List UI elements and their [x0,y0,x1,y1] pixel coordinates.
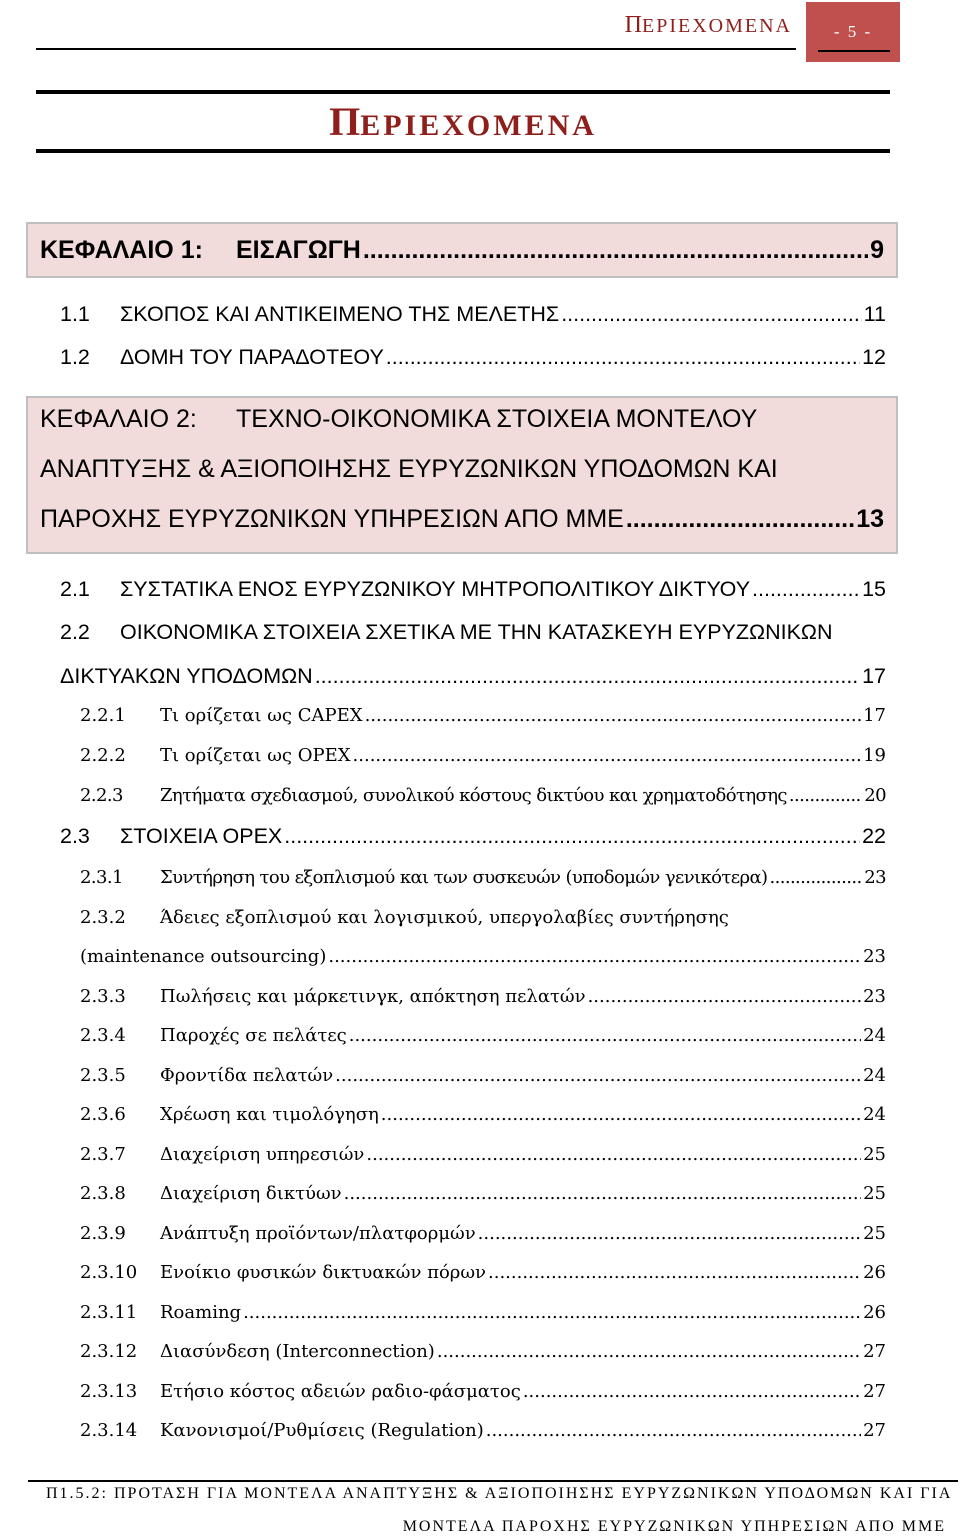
dot-leader [478,1221,861,1247]
dot-leader [365,703,862,729]
section-title-line-2: ΔΙΚΤΥΑΚΩΝ ΥΠΟΔΟΜΩΝ [60,664,313,688]
toc-entry-2-3-7[interactable] [80,1142,886,1168]
dot-leader [328,944,861,970]
toc-entry-2-3-8[interactable] [80,1181,886,1207]
subsection-title: Τι ορίζεται ως OPEX [160,745,351,766]
section-title: ΣΤΟΙΧΕΙΑ OPEX [120,824,283,848]
chapter-title-line-3: ΠΑΡΟΧΗΣ ΕΥΡΥΖΩΝΙΚΩΝ ΥΠΗΡΕΣΙΩΝ ΑΠΟ ΜΜΕ [40,505,624,533]
dot-leader [335,1063,861,1089]
subsection-title: Κανονισμοί/Ρυθμίσεις (Regulation) [160,1420,484,1441]
page-title-cap: Π [329,99,361,144]
dot-leader [486,1418,861,1444]
page-ref: 13 [856,505,884,533]
page-ref: 27 [863,1381,886,1402]
subsection-title: Διασύνδεση (Interconnection) [160,1341,435,1362]
page-ref: 20 [864,785,886,806]
toc-entry-2-3-9[interactable] [80,1221,886,1247]
page-ref: 23 [863,986,886,1007]
dot-leader [769,865,862,891]
dot-leader [315,662,860,690]
toc-entry-2-3-2-line-1[interactable] [80,905,886,931]
page-ref: 11 [863,302,886,326]
chapter-label: ΚΕΦΑΛΑΙΟ 2: [40,405,197,433]
dot-leader [243,1300,861,1326]
section-title: ΣΥΣΤΑΤΙΚΑ ΕΝΟΣ ΕΥΡΥΖΩΝΙΚΟΥ ΜΗΤΡΟΠΟΛΙΤΙΚΟΥ ΔΙΚΤΥΟΥ [120,577,751,601]
section-title: ΣΚΟΠΟΣ ΚΑΙ ΑΝΤΙΚΕΙΜΕΝΟ ΤΗΣ ΜΕΛΕΤΗΣ [120,302,560,326]
dot-leader [626,504,854,534]
running-header-title [560,12,792,39]
page-number-box [806,2,900,62]
section-title: ΔΟΜΗ ΤΟΥ ΠΑΡΑΔΟΤΕΟΥ [120,345,384,369]
subsection-number: 2.3.8 [80,1183,126,1204]
page-ref: 23 [863,946,886,967]
header-rule [36,48,796,50]
section-number: 1.1 [60,302,90,326]
subsection-title: Πωλήσεις και μάρκετινγκ, απόκτηση πελατών [160,986,586,1007]
toc-chapter-2[interactable] [26,396,898,554]
subsection-title: Ζητήματα σχεδιασμού, συνολικού κόστους δικτύου και χρηματοδότησης [160,785,787,806]
heading-rule-top [36,90,890,94]
dot-leader [561,300,861,328]
subsection-number: 2.3.13 [80,1381,138,1402]
dot-leader [363,235,868,265]
toc-entry-2-1[interactable] [60,575,886,603]
subsection-number: 2.3.10 [80,1262,138,1283]
toc-entry-2-2-2[interactable] [80,743,886,769]
dot-leader [523,1379,861,1405]
page-number-rule [818,50,890,52]
page-ref: 24 [863,1065,886,1086]
dot-leader [381,1102,861,1128]
page-ref: 24 [863,1104,886,1125]
section-number: 2.1 [60,577,90,601]
section-title-line-1: ΟΙΚΟΝΟΜΙΚΑ ΣΤΟΙΧΕΙΑ ΣΧΕΤΙΚΑ ΜΕ ΤΗΝ ΚΑΤΑΣΚΕΥΗ ΕΥΡΥΖΩΝΙΚΩΝ [120,620,833,644]
subsection-title: Ετήσιο κόστος αδειών ραδιο-φάσματος [160,1381,521,1402]
toc-entry-2-2-line-1[interactable] [60,618,886,646]
subsection-title: Χρέωση και τιμολόγηση [160,1104,379,1125]
subsection-title-line-1: Άδειες εξοπλισμού και λογισμικού, υπεργολαβίες συντήρησης [160,907,729,928]
toc-entry-2-3-12[interactable] [80,1339,886,1365]
toc-entry-1-2[interactable] [60,343,886,371]
page-ref: 17 [863,705,886,726]
page-ref: 24 [863,1025,886,1046]
page-title [36,98,890,150]
subsection-number: 2.2.1 [80,705,126,726]
page-ref: 15 [862,577,886,601]
toc-entry-2-3-14[interactable] [80,1418,886,1444]
section-number: 2.3 [60,824,90,848]
page-ref: 25 [863,1223,886,1244]
toc-entry-2-3-10[interactable] [80,1260,886,1286]
subsection-number: 2.2.3 [80,785,123,806]
subsection-title-line-2: (maintenance outsourcing) [80,946,327,967]
page-ref: 23 [864,867,886,888]
toc-entry-2-3-2-line-2[interactable] [80,944,886,970]
subsection-title: Τι ορίζεται ως CAPEX [160,705,363,726]
page-title-rest: ΕΡΙΕΧΟΜΕΝΑ [360,109,597,142]
dot-leader [284,822,860,850]
toc-entry-2-2-line-2[interactable] [60,662,886,690]
dot-leader [789,783,862,809]
toc-chapter-1-line[interactable] [40,235,884,265]
running-header-rest: ΕΡΙΕΧΟΜΕΝΑ [642,15,792,37]
toc-entry-2-3-5[interactable] [80,1063,886,1089]
subsection-number: 2.3.14 [80,1420,138,1441]
subsection-title: Φροντίδα πελατών [160,1065,334,1086]
subsection-number: 2.3.12 [80,1341,138,1362]
toc-entry-2-3-11[interactable] [80,1300,886,1326]
subsection-number: 2.3.6 [80,1104,126,1125]
chapter-title-line-2: ΑΝΑΠΤΥΞΗΣ & ΑΞΙΟΠΟΙΗΣΗΣ ΕΥΡΥΖΩΝΙΚΩΝ ΥΠΟΔΟΜΩΝ ΚΑΙ [40,455,778,483]
toc-entry-2-3-13[interactable] [80,1379,886,1405]
toc-entry-2-3-4[interactable] [80,1023,886,1049]
dot-leader [349,1023,861,1049]
page-ref: 27 [863,1420,886,1441]
subsection-title: Συντήρηση του εξοπλισμού και των συσκευών (υποδομών γενικότερα) [160,867,768,888]
page-ref: 12 [862,345,886,369]
subsection-title: Ανάπτυξη προϊόντων/πλατφορμών [160,1223,476,1244]
dot-leader [488,1260,861,1286]
toc-entry-1-1[interactable] [60,300,886,328]
footer-line-1: Π1.5.2: ΠΡΟΤΑΣΗ ΓΙΑ ΜΟΝΤΕΛΑ ΑΝΑΠΤΥΞΗΣ & ΑΞΙΟΠΟΙΗΣΗΣ ΕΥΡΥΖΩΝΙΚΩΝ ΥΠΟΔΟΜΩΝ ΚΑΙ ΓΙΑ [46,1485,953,1502]
subsection-number: 2.3.11 [80,1302,138,1323]
page-ref: 9 [870,236,884,264]
dot-leader [353,743,862,769]
toc-chapter-1[interactable] [26,222,898,278]
running-header-cap: Π [624,12,642,38]
toc-entry-2-3-6[interactable] [80,1102,886,1128]
subsection-title: Παροχές σε πελάτες [160,1025,347,1046]
subsection-number: 2.3.9 [80,1223,126,1244]
page-ref: 19 [863,745,886,766]
dot-leader [386,343,860,371]
page-ref: 27 [863,1341,886,1362]
subsection-number: 2.3.3 [80,986,126,1007]
dot-leader [437,1339,861,1365]
dot-leader [366,1142,861,1168]
page-ref: 22 [862,824,886,848]
section-number: 1.2 [60,345,90,369]
toc-entry-2-2-1[interactable] [80,703,886,729]
subsection-number: 2.3.5 [80,1065,126,1086]
toc-entry-2-3-1[interactable] [80,865,886,891]
subsection-number: 2.2.2 [80,745,126,766]
page-ref: 25 [863,1183,886,1204]
subsection-title: Ενοίκιο φυσικών δικτυακών πόρων [160,1262,486,1283]
footer-rule [28,1480,958,1482]
chapter-title: ΕΙΣΑΓΩΓΗ [236,236,361,264]
toc-entry-2-3[interactable] [60,822,886,850]
heading-rule-bottom [36,149,890,153]
footer-line-2: ΜΟΝΤΕΛΑ ΠΑΡΟΧΗΣ ΕΥΡΥΖΩΝΙΚΩΝ ΥΠΗΡΕΣΙΩΝ ΑΠΟ ΜΜΕ [402,1518,946,1535]
page-ref: 25 [863,1144,886,1165]
section-number: 2.2 [60,620,90,644]
subsection-title: Roaming [160,1302,242,1323]
page-ref: 26 [863,1262,886,1283]
subsection-number: 2.3.1 [80,867,123,888]
toc-entry-2-3-3[interactable] [80,984,886,1010]
dot-leader [344,1181,861,1207]
chapter-title-line-1: ΤΕΧΝΟ-ΟΙΚΟΝΟΜΙΚΑ ΣΤΟΙΧΕΙΑ ΜΟΝΤΕΛΟΥ [236,405,758,433]
page-ref: 17 [862,664,886,688]
toc-chapter-2-line-1 [40,404,884,434]
toc-chapter-2-line-3[interactable] [40,504,884,534]
page-number: - 5 - [833,22,873,41]
subsection-title: Διαχείριση δικτύων [160,1183,342,1204]
chapter-label: ΚΕΦΑΛΑΙΟ 1: [40,236,203,264]
subsection-number: 2.3.4 [80,1025,126,1046]
page-ref: 26 [863,1302,886,1323]
subsection-number: 2.3.2 [80,907,126,928]
dot-leader [588,984,862,1010]
toc-entry-2-2-3[interactable] [80,783,886,809]
subsection-title: Διαχείριση υπηρεσιών [160,1144,365,1165]
dot-leader [752,575,860,603]
subsection-number: 2.3.7 [80,1144,126,1165]
